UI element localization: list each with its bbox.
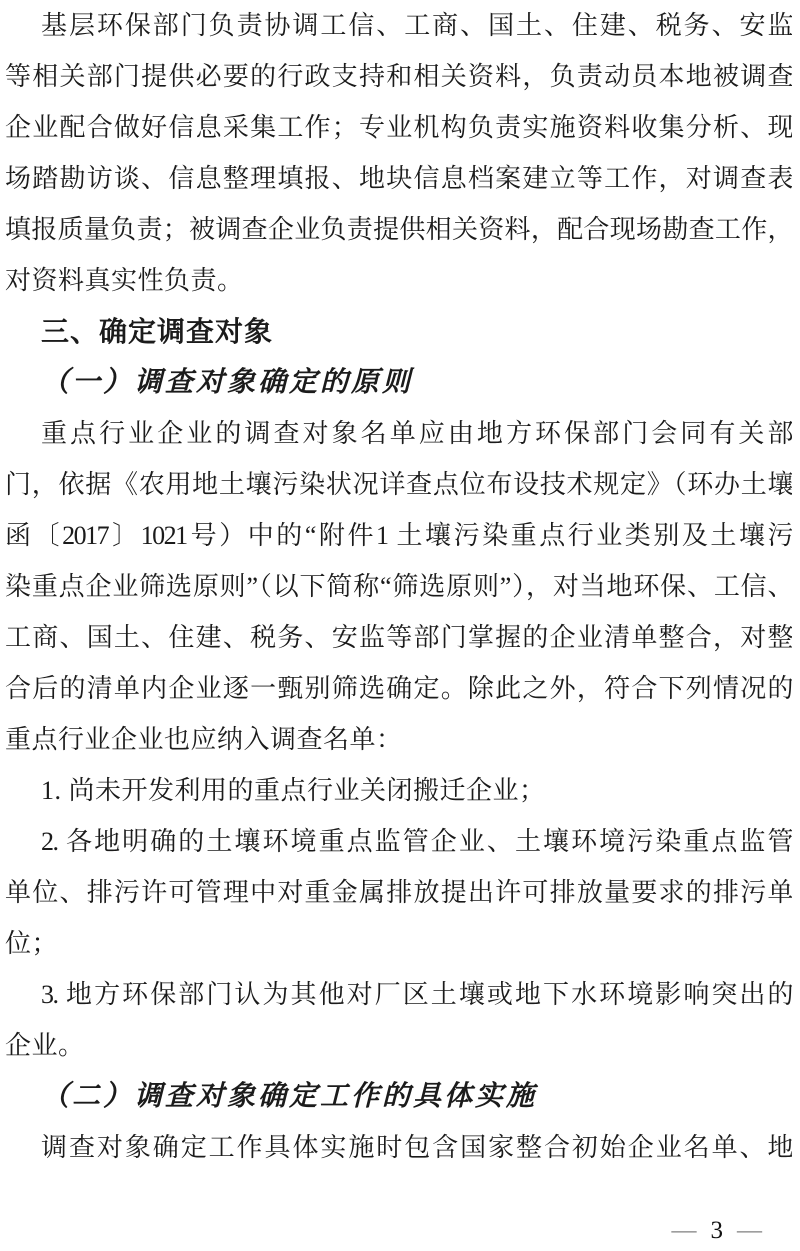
subsection-heading-2: （二）调查对象确定工作的具体实施 (41, 1081, 538, 1112)
paragraph-line: 场踏勘访谈、信息整理填报、地块信息档案建立等工作，对调查表 (5, 164, 792, 193)
page-number-dash-left: — (671, 1217, 697, 1244)
paragraph-line: 重点行业企业的调查对象名单应由地方环保部门会同有关部 (41, 419, 792, 448)
page-number (662, 1214, 773, 1248)
paragraph-line: 等相关部门提供必要的行政支持和相关资料，负责动员本地被调查 (5, 62, 792, 91)
paragraph-line: 填报质量负责；被调查企业负责提供相关资料，配合现场勘查工作， (5, 215, 792, 244)
page-number-dash-right: — (737, 1217, 762, 1244)
paragraph-line: 调查对象确定工作具体实施时包含国家整合初始企业名单、地 (41, 1133, 792, 1162)
paragraph-line: 染重点企业筛选原则”（以下简称“筛选原则”），对当地环保、工信、 (5, 572, 792, 601)
list-item-3: 3. 地方环保部门认为其他对厂区土壤或地下水环境影响突出的 (41, 980, 792, 1009)
paragraph-line: 基层环保部门负责协调工信、工商、国土、住建、税务、安监 (41, 11, 792, 40)
paragraph-line: 位； (5, 929, 59, 958)
list-item-1: 1. 尚未开发利用的重点行业关闭搬迁企业； (41, 776, 546, 805)
paragraph-line: 企业。 (5, 1031, 85, 1060)
paragraph-line: 重点行业企业也应纳入调查名单： (5, 725, 403, 754)
paragraph-line: 工商、国土、住建、税务、安监等部门掌握的企业清单整合，对整 (5, 623, 792, 652)
subsection-heading-1: （一）调查对象确定的原则 (41, 367, 414, 398)
paragraph-line: 企业配合做好信息采集工作；专业机构负责实施资料收集分析、现 (5, 113, 792, 142)
list-item-2: 2. 各地明确的土壤环境重点监管企业、土壤环境污染重点监管 (41, 827, 792, 856)
page-number-value: 3 (710, 1217, 723, 1244)
paragraph-line: 门，依据《农用地土壤污染状况详查点位布设技术规定》（环办土壤 (5, 470, 792, 499)
paragraph-line: 函〔2017〕1021号）中的“附件1 土壤污染重点行业类别及土壤污 (5, 521, 792, 550)
section-heading: 三、确定调查对象 (41, 316, 274, 347)
document-text-column (5, 0, 792, 1173)
paragraph-line: 单位、排污许可管理中对重金属排放提出许可排放量要求的排污单 (5, 878, 792, 907)
paragraph-line: 对资料真实性负责。 (5, 266, 244, 295)
paragraph-line: 合后的清单内企业逐一甄别筛选确定。除此之外，符合下列情况的 (5, 674, 792, 703)
